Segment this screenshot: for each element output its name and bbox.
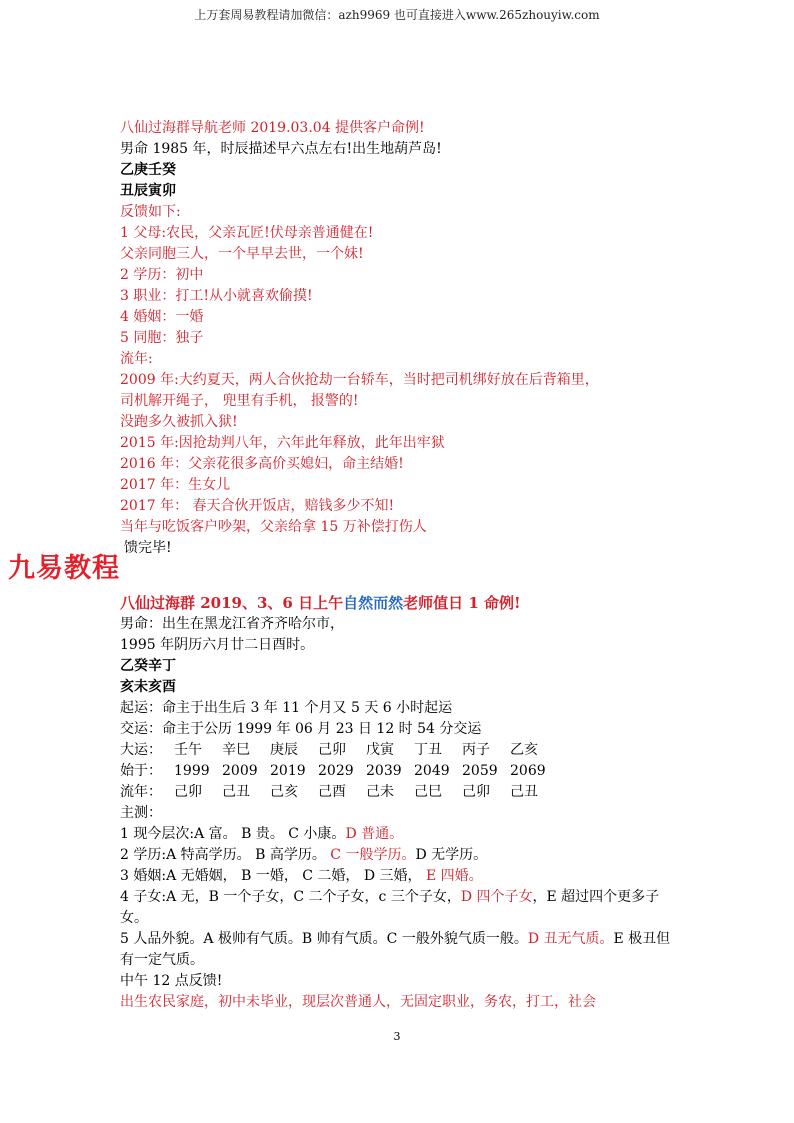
case2-title-part1: 八仙过海群 2019、3、6 日上午 [120, 594, 344, 612]
page-number: 3 [393, 1030, 401, 1043]
case2-title-teacher: 自然而然 [343, 594, 404, 612]
case1-feedback-label: 反馈如下: [120, 204, 181, 220]
shiyu-cell: 2069 [510, 763, 546, 779]
dayun-cell: 壬午 [174, 742, 202, 758]
case1-line: 2015 年:因抢劫判八年，六年此年释放，此年出牢狱 [120, 435, 445, 451]
question-text: 3 婚姻:A 无婚姻， B 一婚， C 二婚， D 三婚， [120, 868, 422, 884]
case2-line2: 1995 年阴历六月廿二日酉时。 [120, 637, 315, 653]
question-2 [120, 845, 680, 866]
shiyu-row [120, 761, 680, 782]
case2-branches: 亥未亥酉 [120, 679, 176, 695]
question-answer: E 四婚。 [426, 868, 483, 884]
liunian-label: 流年： [120, 784, 162, 800]
case2-stems: 乙癸辛丁 [120, 658, 176, 674]
case1-line: 流年: [120, 351, 153, 367]
liunian-cell: 己巳 [414, 784, 442, 800]
case2-jiaoyun: 交运：命主于公历 1999 年 06 月 23 日 12 时 54 分交运 [120, 721, 482, 737]
dayun-cell: 辛巳 [222, 742, 250, 758]
question-4 [120, 887, 680, 929]
case1-line: 1 父母:农民，父亲瓦匠!伏母亲普通健在! [120, 225, 374, 241]
liunian-row [120, 782, 680, 803]
question-answer: D 普通。 [345, 826, 404, 842]
case1-intro: 男命 1985 年，时辰描述早六点左右!出生地葫芦岛! [120, 141, 442, 157]
question-1 [120, 824, 680, 845]
case1-line: 父亲同胞三人，一个早早去世，一个妹! [120, 246, 364, 262]
watermark-logo: 九易教程 [8, 553, 120, 584]
shiyu-cell: 2049 [414, 763, 450, 779]
shiyu-label: 始于： [120, 763, 162, 779]
liunian-cell: 己丑 [222, 784, 250, 800]
case2-line1: 男命：出生在黑龙江省齐齐哈尔市， [120, 616, 344, 632]
dayun-cell: 戊寅 [366, 742, 394, 758]
liunian-cell: 己卯 [174, 784, 202, 800]
shiyu-cell: 1999 [174, 763, 210, 779]
question-text: ，E 超过四个更多子女。 [120, 889, 660, 926]
zhuce-label: 主测： [120, 805, 162, 821]
question-answer: D 丑无气质。 [527, 931, 614, 947]
question-text: D 无学历。 [415, 847, 488, 863]
case1-branches: 丑辰寅卯 [120, 183, 176, 199]
case1-stems: 乙庚壬癸 [120, 162, 176, 178]
case1-line: 5 同胞：独子 [120, 330, 204, 346]
case1-line: 司机解开绳子， 兜里有手机， 报警的! [120, 393, 359, 409]
case1-line: 2 学历：初中 [120, 267, 204, 283]
case1-line: 2017 年： 春天合伙开饭店，赔钱多少不知! [120, 498, 395, 514]
dayun-cell: 丙子 [462, 742, 490, 758]
shiyu-cell: 2059 [462, 763, 498, 779]
shiyu-cell: 2009 [222, 763, 258, 779]
question-answer: C 一般学历。 [330, 847, 416, 863]
question-text: 1 现今层次:A 富。 B 贵。 C 小康。 [120, 826, 346, 842]
dayun-row [120, 740, 680, 761]
section-gap [120, 559, 680, 593]
question-3 [120, 866, 680, 887]
case1-line: 2009 年:大约夏天，两人合伙抢劫一台轿车，当时把司机绑好放在后背箱里， [120, 372, 599, 388]
shiyu-cell: 2019 [270, 763, 306, 779]
case1-end: 馈完毕! [124, 540, 172, 556]
dayun-cell: 乙亥 [510, 742, 538, 758]
dayun-cell: 丁丑 [414, 742, 442, 758]
case2-title-part2: 老师值日 1 命例! [403, 594, 521, 612]
noon-feedback-reply: 出生农民家庭，初中未毕业，现层次普通人，无固定职业，务农，打工，社会 [120, 994, 596, 1010]
document-body [120, 118, 680, 1013]
question-answer: D 四个子女 [460, 889, 533, 905]
liunian-cell: 己亥 [270, 784, 298, 800]
question-text: E 极丑但有一定气质。 [120, 931, 671, 968]
question-5 [120, 929, 680, 971]
shiyu-cell: 2039 [366, 763, 402, 779]
liunian-cell: 己未 [366, 784, 394, 800]
shiyu-cell: 2029 [318, 763, 354, 779]
case2-qiyun: 起运：命主于出生后 3 年 11 个月又 5 天 6 小时起运 [120, 700, 453, 716]
liunian-cell: 己酉 [318, 784, 346, 800]
dayun-label: 大运： [120, 742, 162, 758]
case1-line: 2017 年：生女儿 [120, 477, 231, 493]
question-text: 4 子女:A 无，B 一个子女，C 二个子女，c 三个子女， [120, 889, 461, 905]
liunian-cell: 己丑 [510, 784, 538, 800]
page-header: 上万套周易教程请加微信：azh9969 也可直接进入www.265zhouyiw.com [194, 8, 600, 22]
case1-line: 3 职业：打工!从小就喜欢偷摸! [120, 288, 313, 304]
question-text: 5 人品外貌。A 极帅有气质。B 帅有气质。C 一般外貌气质一般。 [120, 931, 528, 947]
liunian-cell: 己卯 [462, 784, 490, 800]
dayun-cell: 己卯 [318, 742, 346, 758]
noon-feedback-label: 中午 12 点反馈! [120, 973, 223, 989]
case1-line: 当年与吃饭客户吵架，父亲给拿 15 万补偿打伤人 [120, 519, 427, 535]
case1-title: 八仙过海群导航老师 2019.03.04 提供客户命例! [120, 120, 425, 136]
case1-line: 没跑多久被抓入狱! [120, 414, 238, 430]
question-text: 2 学历:A 特高学历。 B 高学历。 [120, 847, 326, 863]
dayun-cell: 庚辰 [270, 742, 298, 758]
case1-line: 2016 年：父亲花很多高价买媳妇，命主结婚! [120, 456, 404, 472]
case2-title [120, 593, 680, 614]
case1-line: 4 婚姻：一婚 [120, 309, 204, 325]
